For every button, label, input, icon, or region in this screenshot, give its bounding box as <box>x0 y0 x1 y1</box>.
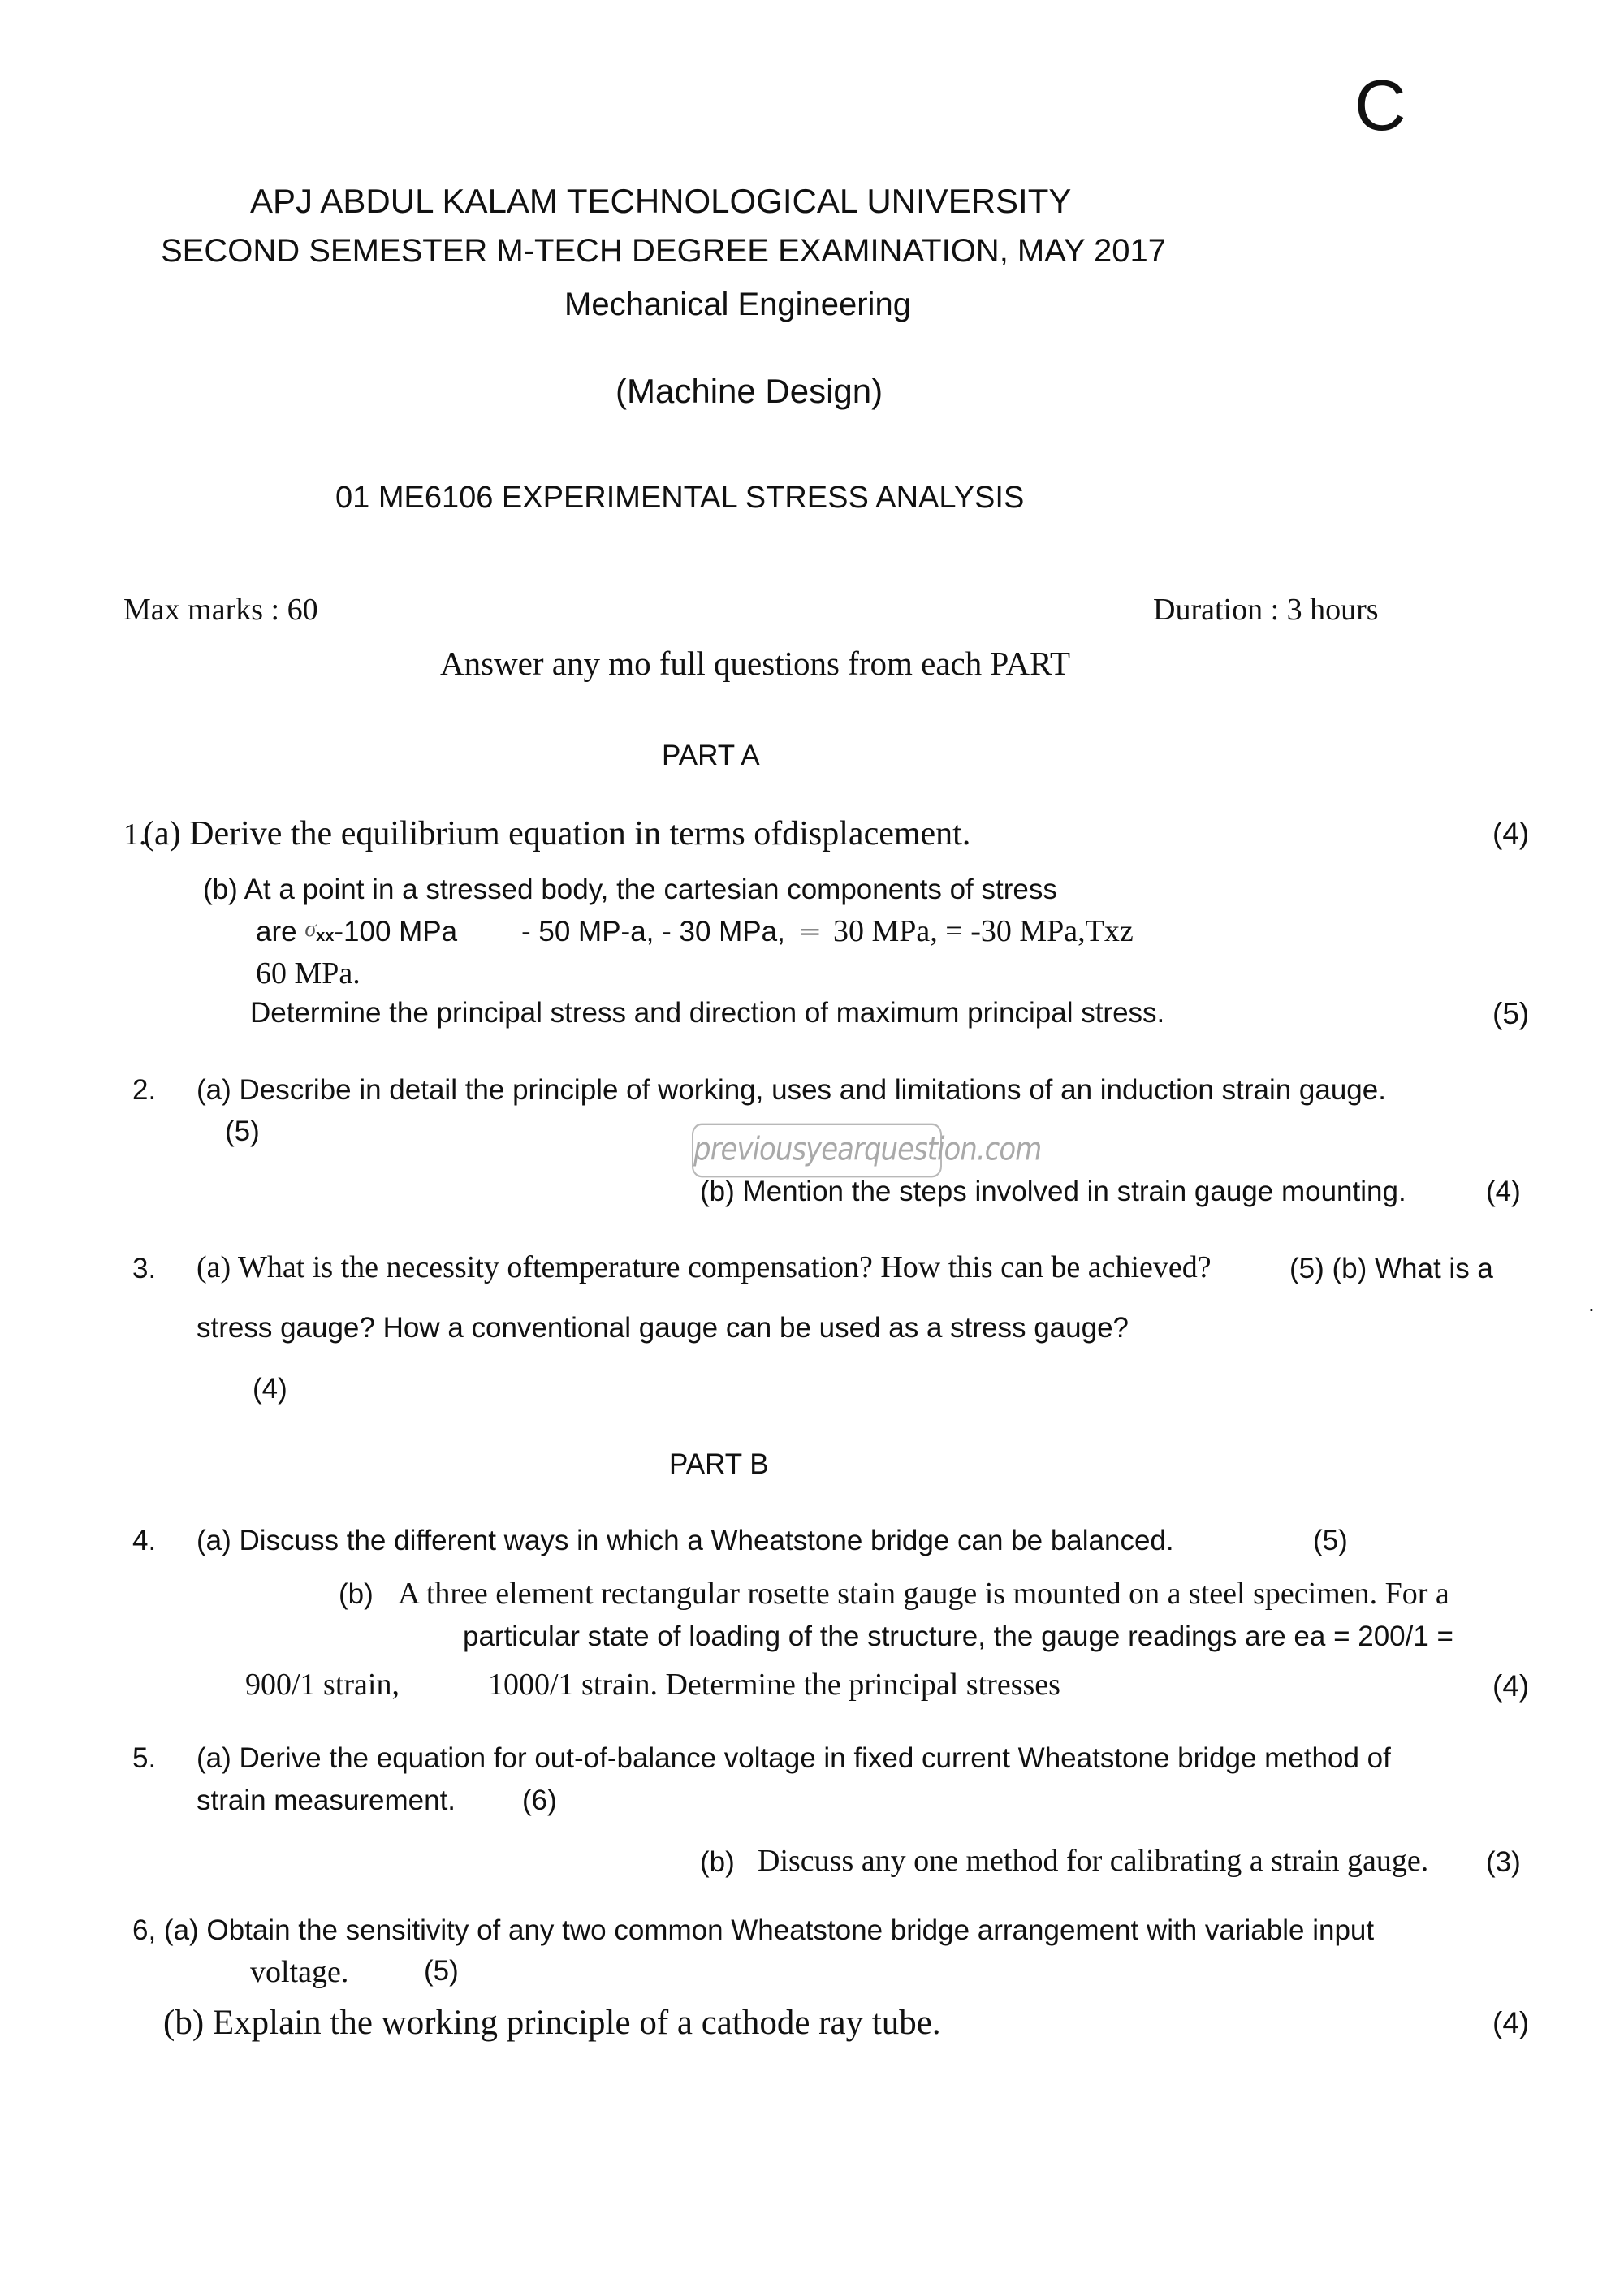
q1b-line2-rest: 30 MPa, = -30 MPa,Txz <box>833 914 1134 948</box>
q6a-line1: 6, (a) Obtain the sensitivity of any two common Wheatstone bridge arrangement with variable input <box>132 1914 1375 1946</box>
part-b-heading: PART B <box>669 1448 769 1480</box>
q6b-marks: (4) <box>1492 2006 1530 2039</box>
q4b-line3-part1: 900/1 strain, <box>245 1668 400 1702</box>
q5b-label: (b) <box>700 1846 735 1878</box>
q6a-marks: (5) <box>424 1955 459 1987</box>
q5a-line2: strain measurement. <box>197 1785 456 1816</box>
q1b-are: are <box>256 916 305 947</box>
q1a-marks: (4) <box>1492 817 1530 850</box>
q1b-line4: Determine the principal stress and direction of maximum principal stress. <box>250 997 1165 1029</box>
q5a-marks: (6) <box>522 1785 557 1816</box>
q2b-marks: (4) <box>1486 1176 1521 1207</box>
q2a-text: (a) Describe in detail the principle of working, uses and limitations of an induction strain gauge. <box>197 1074 1386 1106</box>
q1b-line1: (b) At a point in a stressed body, the cartesian components of stress <box>203 874 1057 905</box>
q4b-label: (b) <box>339 1578 374 1610</box>
q1b-marks: (5) <box>1492 997 1530 1030</box>
university-name: APJ ABDUL KALAM TECHNOLOGICAL UNIVERSITY <box>250 182 1072 220</box>
q1b-line2 <box>256 917 457 946</box>
q1a-text: (a) Derive the equilibrium equation in terms ofdisplacement. <box>143 815 971 852</box>
watermark: previousyearquestion.com <box>692 1124 942 1178</box>
q1b-sigma-value: -100 MPa <box>334 916 458 947</box>
q2-number: 2. <box>132 1074 157 1106</box>
q4b-line1: A three element rectangular rosette stain gauge is mounted on a steel specimen. For a <box>398 1577 1449 1611</box>
q4a-marks: (5) <box>1313 1525 1348 1556</box>
q3b-marks: (4) <box>253 1373 287 1405</box>
q4b-line2: particular state of loading of the structure, the gauge readings are ea = 200/1 = <box>463 1621 1453 1652</box>
stream: (Machine Design) <box>615 372 883 410</box>
q5a-line1: (a) Derive the equation for out-of-balance voltage in fixed current Wheatstone bridge method of <box>197 1742 1391 1774</box>
q1b-line2-eq: ═ <box>801 918 819 945</box>
q2a-marks: (5) <box>225 1116 260 1147</box>
q3a-text: (a) What is the necessity oftemperature compensation? How this can be achieved? <box>197 1250 1212 1284</box>
exam-title: SECOND SEMESTER M-TECH DEGREE EXAMINATION, MAY 2017 <box>161 233 1167 269</box>
q3b-text: stress gauge? How a conventional gauge can be used as a stress gauge? <box>197 1312 1129 1344</box>
q3a-marks-and-b: (5) (b) What is a <box>1289 1253 1493 1284</box>
q4a-text: (a) Discuss the different ways in which a Wheatstone bridge can be balanced. <box>197 1525 1174 1556</box>
q6a-line2: voltage. <box>250 1955 349 1989</box>
q4b-line3-part2: 1000/1 strain. Determine the principal stresses <box>488 1668 1060 1702</box>
sigma-symbol: σ <box>304 917 317 942</box>
course-title: 01 ME6106 EXPERIMENTAL STRESS ANALYSIS <box>335 481 1025 515</box>
set-code: C <box>1354 65 1406 145</box>
q5-number: 5. <box>132 1742 157 1774</box>
part-a-heading: PART A <box>662 740 760 771</box>
q5b-text: Discuss any one method for calibrating a strain gauge. <box>758 1844 1429 1878</box>
q3-number: 3. <box>132 1253 157 1284</box>
q6b-text: (b) Explain the working principle of a cathode ray tube. <box>163 2004 941 2042</box>
sigma-subscript: xx <box>316 927 335 945</box>
stray-dot: . <box>1588 1291 1595 1316</box>
q5b-marks: (3) <box>1486 1846 1521 1878</box>
q1b-line2-components: - 50 MP-a, - 30 MPa, <box>521 916 785 947</box>
max-marks: Max marks : 60 <box>123 593 318 627</box>
duration: Duration : 3 hours <box>1153 593 1379 627</box>
q2b-text: (b) Mention the steps involved in strain gauge mounting. <box>700 1176 1406 1207</box>
department: Mechanical Engineering <box>564 287 911 322</box>
q1-number: 1. <box>123 818 147 852</box>
q1b-line3: 60 MPa. <box>256 956 361 990</box>
instructions: Answer any mo full questions from each PART <box>440 645 1071 682</box>
q4b-marks: (4) <box>1492 1669 1530 1703</box>
q4-number: 4. <box>132 1525 157 1556</box>
